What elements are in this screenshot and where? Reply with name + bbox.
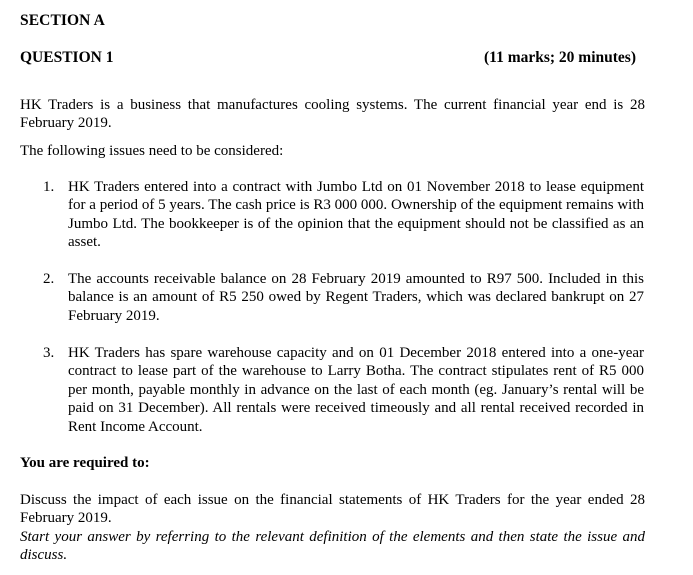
issue-text: HK Traders has spare warehouse capacity and on 01 December 2018 entered into a one-year contract to lease part of the warehouse to Larry Botha. The contract stipulates rent of R5 000 per month, payable monthly in advance on the last of each month (eg. January’s rental will be paid on 31 December). All rentals were received timeously and all rental received recorded in Rent Income Account.	[68, 345, 644, 435]
section-title: SECTION A	[20, 12, 105, 29]
following-issues-paragraph: The following issues need to be considered:	[20, 143, 284, 159]
issue-number: 3.	[43, 345, 55, 361]
issue-text: HK Traders entered into a contract with Jumbo Ltd on 01 November 2018 to lease equipment for a period of 5 years. The cash price is R3 000 000. Ownership of the equipment remains with Jumbo Ltd. The bookkeeper is of the opinion that the equipment should not be classified as an asset.	[68, 179, 644, 251]
issue-text: The accounts receivable balance on 28 February 2019 amounted to R97 500. Included in this balance is an amount of R5 250 owed by Regent Traders, which was declared bankrupt on 27 February 2019.	[68, 271, 644, 324]
question-title: QUESTION 1	[20, 49, 114, 66]
required-heading: You are required to:	[20, 455, 150, 471]
question-marks: (11 marks; 20 minutes)	[484, 49, 636, 66]
required-task: Discuss the impact of each issue on the financial statements of HK Traders for the year ended 28 February 2019.	[20, 492, 645, 526]
answer-instruction: Start your answer by referring to the relevant definition of the elements and then state the issue and discuss.	[20, 529, 645, 563]
intro-paragraph: HK Traders is a business that manufactures cooling systems. The current financial year end is 28 February 2019.	[20, 97, 645, 131]
issue-number: 2.	[43, 271, 55, 287]
issue-number: 1.	[43, 179, 55, 195]
